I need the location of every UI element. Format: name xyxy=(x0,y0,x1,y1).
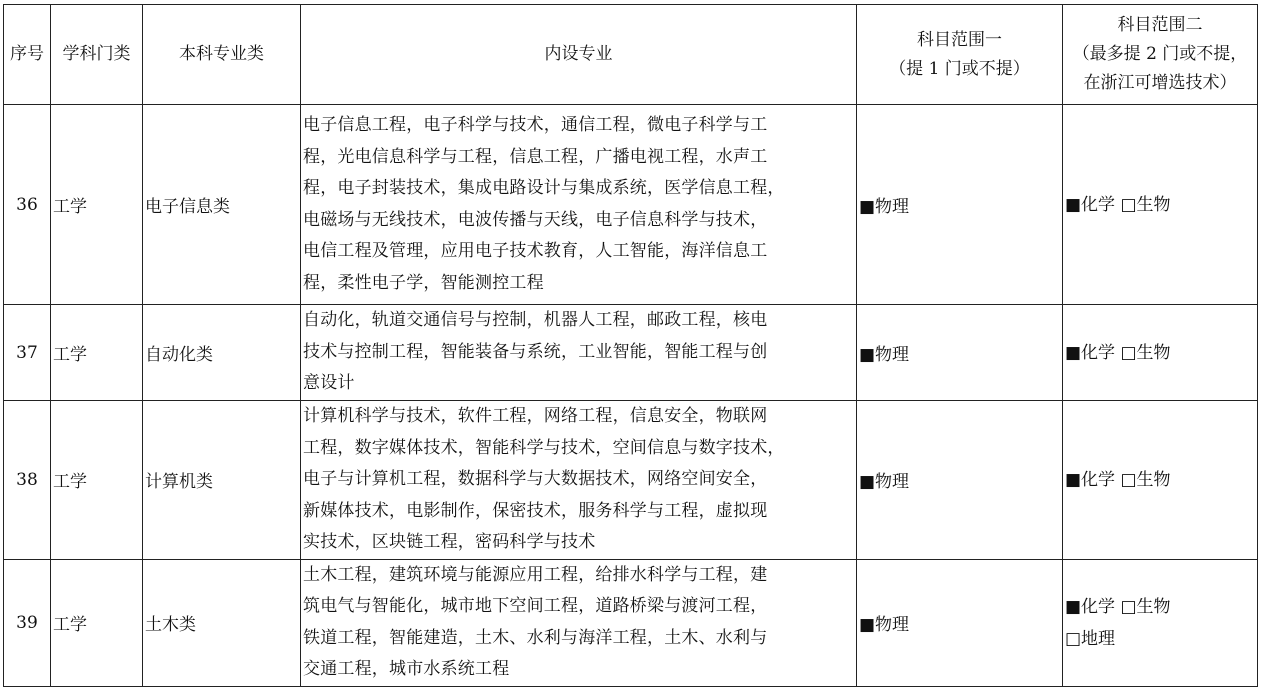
majors-line: 工程，数字媒体技术，智能科学与技术，空间信息与数字技术， xyxy=(303,437,785,458)
subject1-cell: ■物理 xyxy=(857,105,1063,305)
table-row xyxy=(4,401,1258,560)
subject2-line: ■化学 □生物 xyxy=(1065,469,1171,490)
header-subject2 xyxy=(1063,5,1258,105)
subject2-cell xyxy=(1063,401,1258,560)
subject1-cell: ■物理 xyxy=(857,401,1063,560)
subject2-line: ■化学 □生物 xyxy=(1065,342,1171,363)
major-type-cell: 自动化类 xyxy=(143,305,301,401)
majors-cell xyxy=(301,105,857,305)
majors-line: 交通工程，城市水系统工程 xyxy=(303,659,510,679)
category-cell: 工学 xyxy=(51,105,143,305)
majors-line: 计算机科学与技术，软件工程，网络工程，信息安全，物联网 xyxy=(303,406,768,426)
header-major-type: 本科专业类 xyxy=(143,5,301,105)
majors-line: 自动化，轨道交通信号与控制，机器人工程，邮政工程，核电 xyxy=(303,310,768,331)
category-cell: 工学 xyxy=(51,559,143,686)
subject2-cell xyxy=(1063,305,1258,401)
majors-line: 新媒体技术，电影制作，保密技术，服务科学与工程，虚拟现 xyxy=(303,500,768,521)
majors-line: 筑电气与智能化，城市地下空间工程，道路桥梁与渡河工程， xyxy=(303,596,768,616)
subject1-cell: ■物理 xyxy=(857,559,1063,686)
category-cell: 工学 xyxy=(51,401,143,560)
majors-line: 意设计 xyxy=(303,373,355,394)
major-type-cell: 土木类 xyxy=(143,559,301,686)
majors-line: 电子与计算机工程，数据科学与大数据技术，网络空间安全， xyxy=(303,469,768,489)
majors-line: 电子信息工程，电子科学与技术，通信工程，微电子科学与工 xyxy=(303,115,768,135)
subject1-cell: ■物理 xyxy=(857,305,1063,401)
major-type-cell: 电子信息类 xyxy=(143,105,301,305)
subject2-line: ■化学 □生物 xyxy=(1065,194,1171,215)
header-category: 学科门类 xyxy=(51,5,143,105)
majors-line: 电信工程及管理，应用电子技术教育，人工智能，海洋信息工 xyxy=(303,241,768,261)
header-subject1 xyxy=(857,5,1063,105)
header-subject1-line: （提 1 门或不提） xyxy=(889,58,1030,79)
table-row xyxy=(4,559,1258,686)
majors-line: 程，光电信息科学与工程，信息工程，广播电视工程，水声工 xyxy=(303,146,768,167)
category-cell: 工学 xyxy=(51,305,143,401)
table-row xyxy=(4,305,1258,401)
header-majors: 内设专业 xyxy=(301,5,857,105)
seq-cell: 39 xyxy=(4,559,51,686)
header-row xyxy=(4,5,1258,105)
header-subject2-line: （最多提 2 门或不提， xyxy=(1072,44,1248,64)
seq-cell: 36 xyxy=(4,105,51,305)
major-type-cell: 计算机类 xyxy=(143,401,301,560)
majors-line: 实技术，区块链工程，密码科学与技术 xyxy=(303,532,596,552)
header-seq: 序号 xyxy=(4,5,51,105)
seq-cell: 37 xyxy=(4,305,51,401)
header-subject2-line: 科目范围二 xyxy=(1117,15,1203,35)
header-subject2-line: 在浙江可增选技术） xyxy=(1083,73,1237,93)
majors-line: 铁道工程，智能建造，土木、水利与海洋工程，土木、水利与 xyxy=(303,627,768,648)
majors-line: 土木工程，建筑环境与能源应用工程，给排水科学与工程，建 xyxy=(303,564,768,585)
majors-line: 技术与控制工程，智能装备与系统，工业智能，智能工程与创 xyxy=(303,341,768,362)
subject2-line: □地理 xyxy=(1065,628,1116,649)
major-subject-table xyxy=(3,4,1258,687)
majors-line: 电磁场与无线技术，电波传播与天线，电子信息科学与技术， xyxy=(303,209,768,230)
majors-cell xyxy=(301,305,857,401)
majors-line: 程，柔性电子学，智能测控工程 xyxy=(303,272,544,293)
subject2-cell xyxy=(1063,559,1258,686)
seq-cell: 38 xyxy=(4,401,51,560)
subject2-cell xyxy=(1063,105,1258,305)
subject2-line: ■化学 □生物 xyxy=(1065,596,1171,617)
header-subject1-line: 科目范围一 xyxy=(917,29,1002,50)
majors-line: 程，电子封装技术，集成电路设计与集成系统，医学信息工程， xyxy=(303,178,785,198)
majors-cell xyxy=(301,401,857,560)
table-row xyxy=(4,105,1258,305)
majors-cell xyxy=(301,559,857,686)
